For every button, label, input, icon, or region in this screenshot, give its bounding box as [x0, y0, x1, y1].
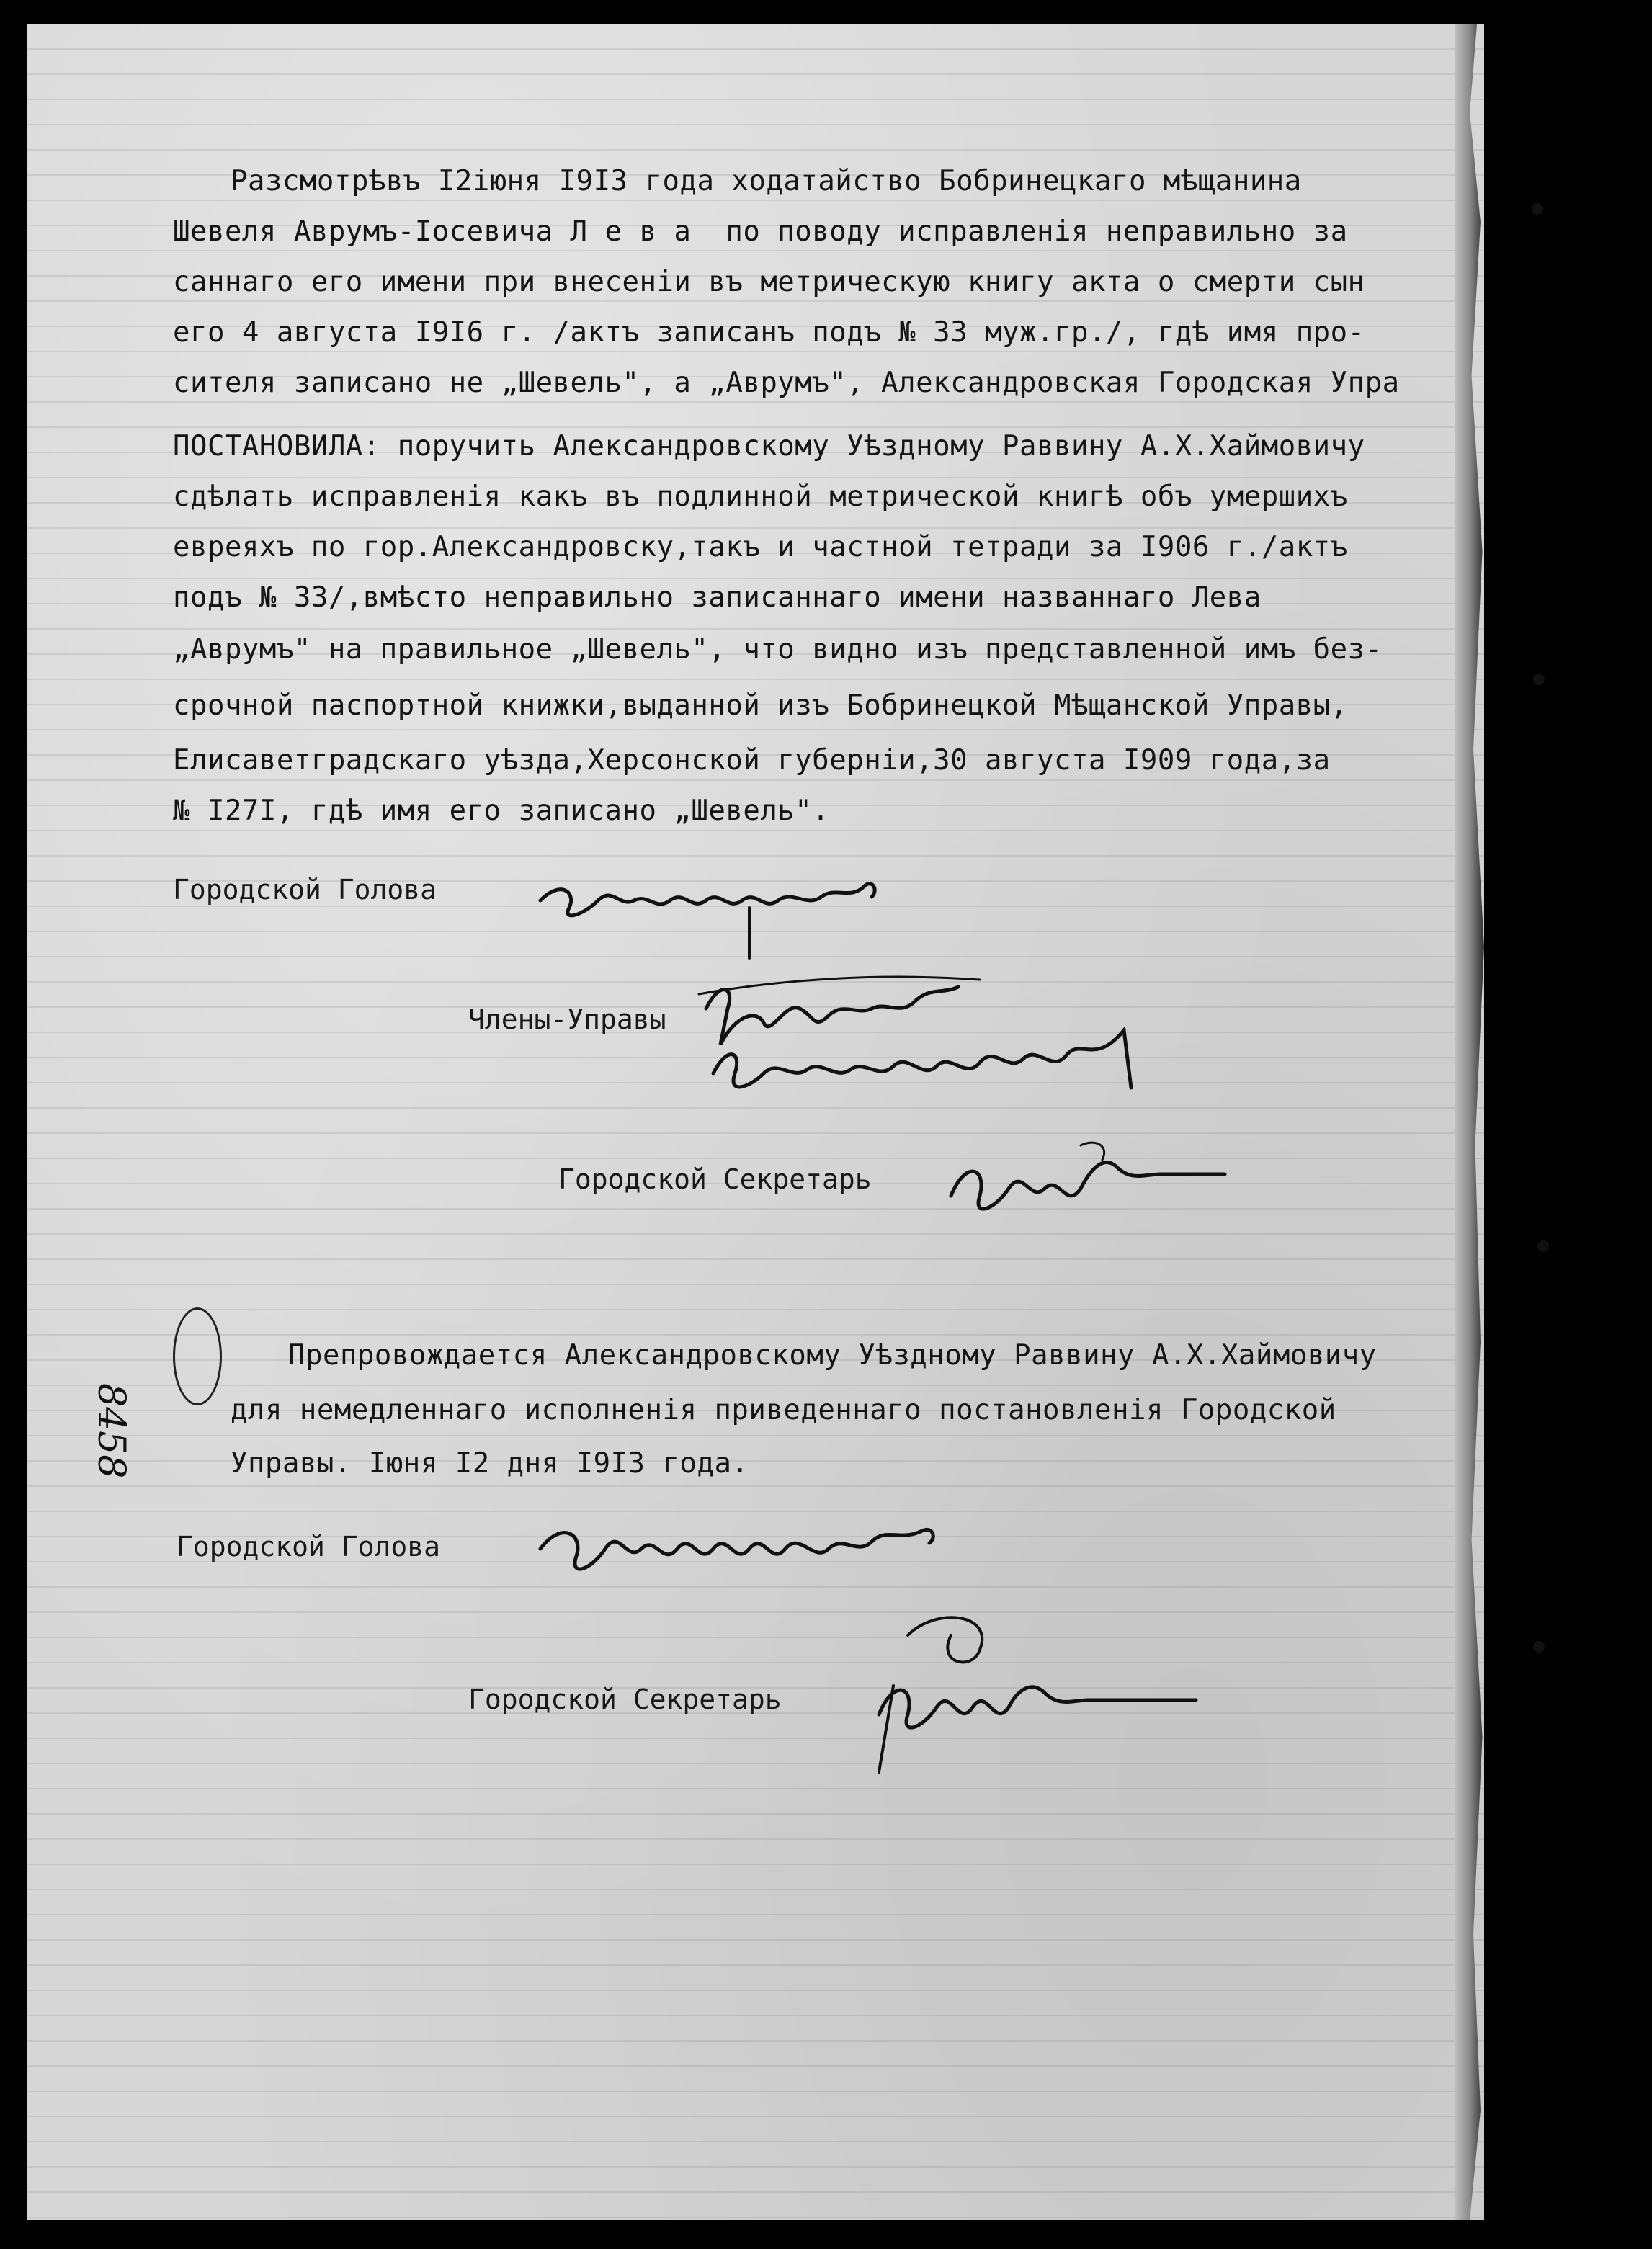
text-line: ПОСТАНОВИЛА: поручить Александровскому Уѣздному Раввину А.Х.Хаймовичу [173, 430, 1365, 462]
text-line: сителя записано не „Шевель", а „Аврумъ", Александровская Городская Упра [173, 367, 1400, 399]
archive-stamp-oval [173, 1307, 222, 1405]
text-line: Шевеля Аврумъ-Іосевича Л е в а по поводу исправленія неправильно за [173, 215, 1348, 248]
text-line: срочной паспортной книжки,выданной изъ Бобринецкой Мѣщанской Управы, [173, 689, 1348, 722]
members-label: Члены-Управы [468, 1003, 666, 1035]
text-line: № I27I, гдѣ имя его записано „Шевель". [173, 795, 830, 827]
punch-hole [1532, 203, 1543, 215]
punch-hole [1533, 1641, 1545, 1653]
text-line: Разсмотрѣвъ I2іюня I9I3 года ходатайство Бобринецкаго мѣщанина [231, 165, 1302, 197]
punch-hole [1537, 1240, 1549, 1252]
text-line: его 4 августа I9I6 г. /актъ записанъ подъ № 33 муж.гр./, гдѣ имя про- [173, 316, 1365, 349]
text-line: Препровождается Александровскому Уѣздному Раввину А.Х.Хаймовичу [288, 1339, 1377, 1372]
text-line: сдѣлать исправленія какъ въ подлинной метрической книгѣ объ умершихъ [173, 480, 1348, 513]
text-line: „Аврумъ" на правильное „Шевель", что видно изъ представленной имъ без- [173, 633, 1383, 666]
scan-background-strip [1491, 0, 1652, 2249]
secretary-signature-2 [850, 1606, 1225, 1779]
archive-stamp-number: 8458 [89, 1383, 133, 1479]
text-line: евреяхъ по гор.Александровску,такъ и частной тетради за I906 г./актъ [173, 531, 1348, 563]
text-line: Елисаветградскаго уѣзда,Херсонской губерніи,30 августа I909 года,за [173, 744, 1331, 777]
text-line: Управы. Іюня I2 дня I9I3 года. [231, 1447, 749, 1480]
mayor-signature [533, 850, 908, 965]
secretary-signature [937, 1131, 1239, 1232]
mayor-signature-2 [533, 1498, 951, 1592]
text-line: подъ № 33/,вмѣсто неправильно записаннаго имени названнаго Лева [173, 581, 1262, 614]
secretary-label-2: Городской Секретарь [468, 1684, 782, 1715]
members-signature [692, 965, 1182, 1131]
text-line: для немедленнаго исполненія приведеннаго постановленія Городской [231, 1394, 1336, 1426]
punch-hole [1533, 674, 1545, 685]
secretary-label: Городской Секретарь [558, 1163, 872, 1195]
mayor-label: Городской Голова [173, 874, 437, 906]
mayor-label-2: Городской Голова [177, 1531, 441, 1562]
text-line: саннаго его имени при внесеніи въ метрическую книгу акта о смерти сын [173, 266, 1365, 298]
